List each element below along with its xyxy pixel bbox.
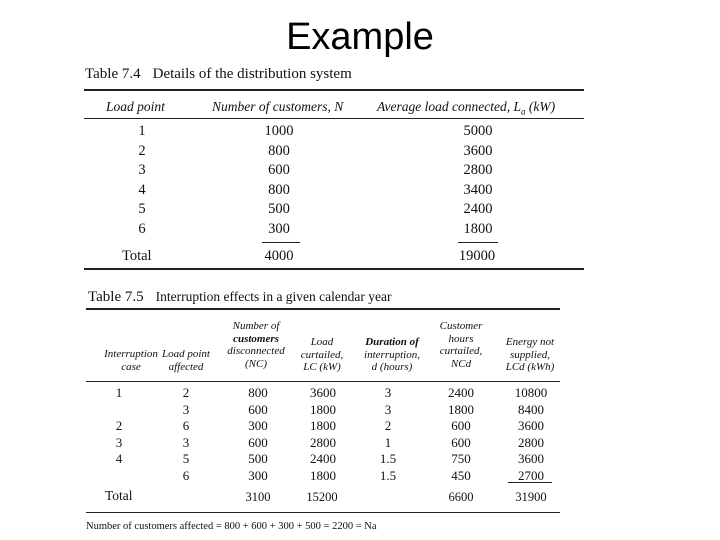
customers-disconnected-cell: 800 bbox=[248, 385, 268, 400]
table-7-4-number: Table 7.4 bbox=[85, 66, 141, 82]
case-cell: 4 bbox=[115, 451, 123, 466]
table-7-5-total-energy: 31900 bbox=[515, 490, 547, 504]
table-7-5-total-label: Total bbox=[105, 488, 133, 503]
slide-title: Example bbox=[286, 16, 434, 58]
customers-disconnected-cell: 300 bbox=[248, 467, 268, 483]
load-cell: 2400 bbox=[463, 201, 493, 217]
case-cell: 2 bbox=[115, 418, 123, 433]
case-cell: 1 bbox=[115, 385, 123, 400]
customers-disconnected-cell: 500 bbox=[248, 451, 268, 466]
load-curtailed-cell: 1800 bbox=[310, 418, 336, 433]
table-7-4-bottom-rule bbox=[84, 268, 584, 270]
duration-cell: 1.5 bbox=[379, 467, 397, 483]
load-point-cell: 6 bbox=[182, 418, 190, 433]
customers-disconnected-cell: 300 bbox=[248, 418, 268, 433]
header-average-load: Average load connected, $L_a$ (kW) bbox=[377, 99, 556, 117]
header-energy-not-supplied: Energy not supplied, LCd (kWh) bbox=[505, 336, 555, 373]
table-7-5-number: Table 7.5 bbox=[88, 289, 144, 305]
load-cell: 3400 bbox=[463, 181, 493, 198]
table-7-4-title: Details of the distribution system bbox=[152, 66, 352, 82]
table-7-5-top-rule bbox=[86, 308, 560, 310]
energy-sum-line bbox=[508, 482, 552, 483]
duration-cell: 1.5 bbox=[379, 451, 397, 466]
header-customers-disconnected: Number of customers disconnected (NC) bbox=[227, 320, 285, 370]
customer-hours-cell: 600 bbox=[451, 434, 471, 450]
table-7-4-total-customers: 4000 bbox=[264, 248, 294, 264]
customers-cell: 300 bbox=[268, 220, 290, 237]
table-7-5-header-rule bbox=[86, 381, 560, 382]
header-number-of-customers: Number of customers, N bbox=[212, 99, 344, 114]
duration-cell: 1 bbox=[384, 434, 392, 450]
energy-cell: 2700 bbox=[518, 467, 544, 483]
load-point-cell: 6 bbox=[182, 467, 190, 483]
energy-cell: 10800 bbox=[514, 385, 548, 400]
load-point-cell: 1 bbox=[138, 123, 146, 139]
customers-disconnected-cell: 600 bbox=[248, 401, 268, 417]
header-customer-hours: Customer hours curtailed, NCd bbox=[439, 320, 483, 370]
header-load-curtailed: Load curtailed, LC (kW) bbox=[300, 336, 344, 373]
load-point-cell: 2 bbox=[182, 385, 190, 400]
table-7-5-bottom-rule bbox=[86, 512, 560, 513]
duration-cell: 3 bbox=[384, 401, 392, 417]
duration-cell: 3 bbox=[384, 385, 392, 400]
load-curtailed-cell: 3600 bbox=[310, 385, 336, 400]
load-cell: 2800 bbox=[463, 162, 493, 178]
load-point-cell: 5 bbox=[182, 451, 190, 466]
table-7-5-total-customers: 3100 bbox=[245, 490, 271, 504]
customers-cell: 600 bbox=[268, 162, 290, 178]
load-point-cell: 3 bbox=[182, 401, 190, 417]
table-7-4-header-rule bbox=[84, 118, 584, 119]
customers-cell: 800 bbox=[268, 142, 290, 159]
duration-cell: 2 bbox=[384, 418, 392, 433]
case-cell: 3 bbox=[115, 434, 123, 450]
load-cell: 1800 bbox=[463, 220, 493, 237]
energy-cell: 8400 bbox=[518, 401, 544, 417]
customers-disconnected-cell: 600 bbox=[248, 434, 268, 450]
table-7-4-total-load: 19000 bbox=[458, 248, 496, 264]
load-point-cell: 4 bbox=[138, 181, 146, 198]
table-7-4-total-label: Total bbox=[122, 248, 152, 264]
load-point-cell: 3 bbox=[182, 434, 190, 450]
load-point-cell: 3 bbox=[138, 162, 146, 178]
load-cell: 3600 bbox=[463, 142, 493, 159]
table-7-4-caption bbox=[85, 66, 352, 83]
customers-cell: 800 bbox=[268, 181, 290, 198]
header-interruption-case: Interruption case bbox=[104, 348, 158, 373]
customer-hours-cell: 2400 bbox=[448, 385, 474, 400]
customer-hours-cell: 600 bbox=[451, 418, 471, 433]
table-7-5-title: Interruption effects in a given calendar year bbox=[155, 289, 392, 304]
table-7-5-caption bbox=[88, 289, 392, 306]
load-point-cell: 5 bbox=[138, 201, 146, 217]
table-7-4-top-rule bbox=[84, 89, 584, 91]
energy-cell: 3600 bbox=[518, 418, 544, 433]
customer-hours-cell: 1800 bbox=[448, 401, 474, 417]
header-load-point-affected: Load point affected bbox=[162, 348, 210, 373]
load-point-cell: 6 bbox=[138, 220, 146, 237]
load-curtailed-cell: 1800 bbox=[310, 401, 336, 417]
customers-cell: 500 bbox=[268, 201, 290, 217]
load-cell: 5000 bbox=[463, 123, 493, 139]
customer-hours-cell: 450 bbox=[451, 467, 471, 483]
table-7-5-total-customer-hours: 6600 bbox=[448, 490, 474, 504]
load-curtailed-cell: 2800 bbox=[310, 434, 336, 450]
table-7-5-total-load: 15200 bbox=[306, 490, 338, 504]
energy-cell: 3600 bbox=[518, 451, 544, 466]
load-curtailed-cell: 1800 bbox=[310, 467, 336, 483]
header-duration: Duration of interruption, d (hours) bbox=[364, 336, 420, 373]
customers-sum-line bbox=[262, 242, 300, 243]
customers-cell: 1000 bbox=[264, 123, 294, 139]
load-curtailed-cell: 2400 bbox=[310, 451, 336, 466]
load-point-cell: 2 bbox=[138, 142, 146, 159]
energy-cell: 2800 bbox=[518, 434, 544, 450]
customer-hours-cell: 750 bbox=[451, 451, 471, 466]
header-load-point: Load point bbox=[106, 99, 165, 114]
table-7-5-footnote: Number of customers affected = 800 + 600 + 300 + 500 = 2200 = Na bbox=[86, 521, 377, 532]
load-sum-line bbox=[458, 242, 498, 243]
